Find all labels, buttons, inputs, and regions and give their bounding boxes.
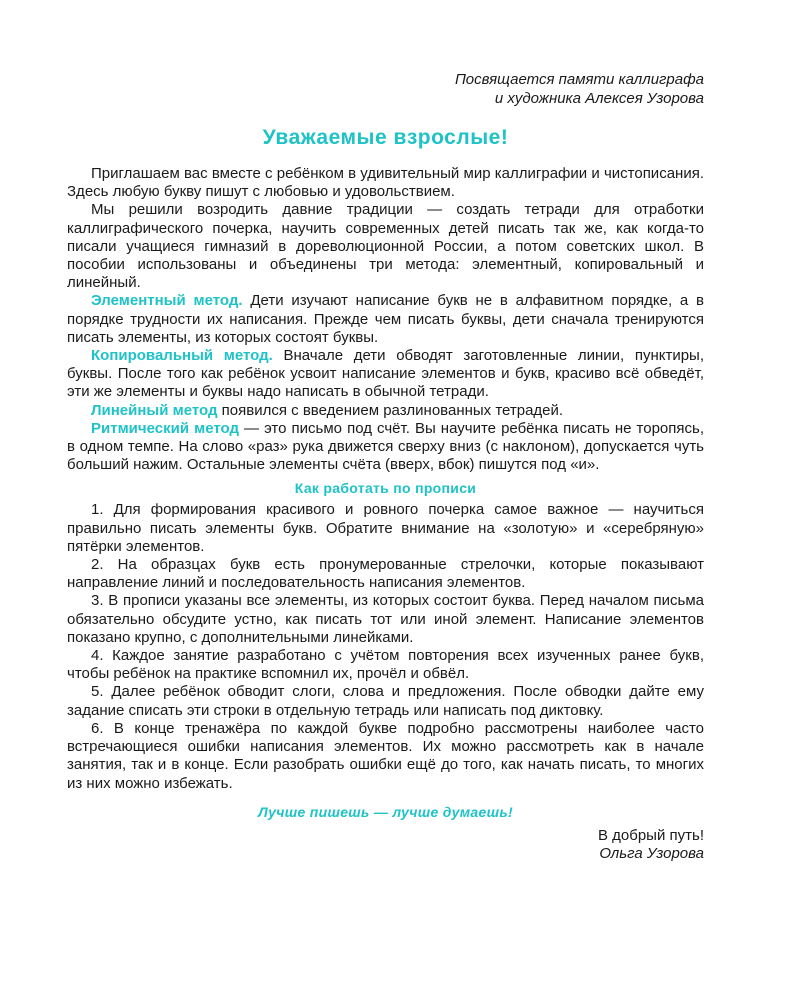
method-text: появился с введением разлинованных тетрадей. xyxy=(217,401,564,419)
step-item: 5. Далее ребёнок обводит слоги, слова и предложения. После обводки дайте ему задание списать эти строки в отдельную тетрадь или написать под диктовку. xyxy=(67,683,704,719)
method-term: Элементный метод. xyxy=(91,292,243,310)
step-item: 1. Для формирования красивого и ровного почерка самое важное — научиться правильно писать элементы букв. Обратите внимание на «золотую» и «серебряную» пятёрки элементов. xyxy=(67,501,704,555)
method-text: Вначале дети обводят заготовленные линии, пунктиры, буквы. После того как ребёнок усвоит написание элементов и букв, красиво всё обведёт, эти же элементы и буквы надо написать в обычной тетради. xyxy=(67,347,705,401)
dedication-line-2: и художника Алексея Узорова xyxy=(494,90,704,107)
step-item: 6. В конце тренажёра по каждой букве подробно рассмотрены наиболее часто встречающиеся ошибки написания элементов. Их можно рассмотреть как в начале занятия, так и в конце. Если разобрать ошибки ещё до того, как начать писать, то многих из них можно избежать. xyxy=(67,719,704,792)
dedication-line-1: Посвящается памяти каллиграфа xyxy=(454,71,704,88)
dedication xyxy=(67,70,704,108)
method-elementary xyxy=(67,292,704,347)
method-term: Ритмический метод xyxy=(91,419,239,437)
intro-paragraph-1: Приглашаем вас вместе с ребёнком в удивительный мир каллиграфии и чистописания. Здесь любую букву пишут с любовью и удовольствием. xyxy=(67,165,704,201)
method-rhythmic xyxy=(67,420,704,475)
method-copy xyxy=(67,347,704,402)
method-term: Копировальный метод. xyxy=(91,347,273,365)
author-name: Ольга Узорова xyxy=(599,844,704,862)
body-text xyxy=(67,165,704,863)
page-title: Уважаемые взрослые! xyxy=(262,126,509,149)
page xyxy=(67,70,704,863)
step-item: 4. Каждое занятие разработано с учётом повторения всех изученных ранее букв, чтобы ребёнок на практике вспомнил их, прочёл и обвёл. xyxy=(67,647,704,683)
intro-paragraph-2: Мы решили возродить давние традиции — создать тетради для отработки каллиграфического почерка, научить современных детей писать так же, как когда-то писали учащиеся гимназий в дореволюционной России, а потом советских школ. В пособии использованы и объединены три метода: элементный, копировальный и линейный. xyxy=(67,201,704,292)
signature-block xyxy=(67,827,704,863)
section-heading: Как работать по прописи xyxy=(294,480,477,497)
step-item: 3. В прописи указаны все элементы, из которых состоит буква. Перед началом письма обязательно обсудите устно, как писать тот или иной элемент. Написание элементов показано крупно, с дополнительными линейками. xyxy=(67,592,704,646)
method-text: — это письмо под счёт. Вы научите ребёнка писать не торопясь, в одном темпе. На слово «раз» рука движется сверху вниз (с наклоном), допускается чуть больший нажим. Остальные элементы счёта (вверх, вбок) пишутся под «и». xyxy=(67,419,705,474)
method-linear xyxy=(67,402,704,420)
closing-wish: В добрый путь! xyxy=(597,826,704,844)
motto: Лучше пишешь — лучше думаешь! xyxy=(258,803,513,820)
step-item: 2. На образцах букв есть пронумерованные стрелочки, которые показывают направление линий и последовательность написания элементов. xyxy=(67,556,704,592)
method-text: Дети изучают написание букв не в алфавитном порядке, а в порядке трудности их написания. Прежде чем писать буквы, дети сначала тренируются писать элементы, из которых состоят буквы. xyxy=(67,292,705,346)
method-term: Линейный метод xyxy=(91,401,218,419)
